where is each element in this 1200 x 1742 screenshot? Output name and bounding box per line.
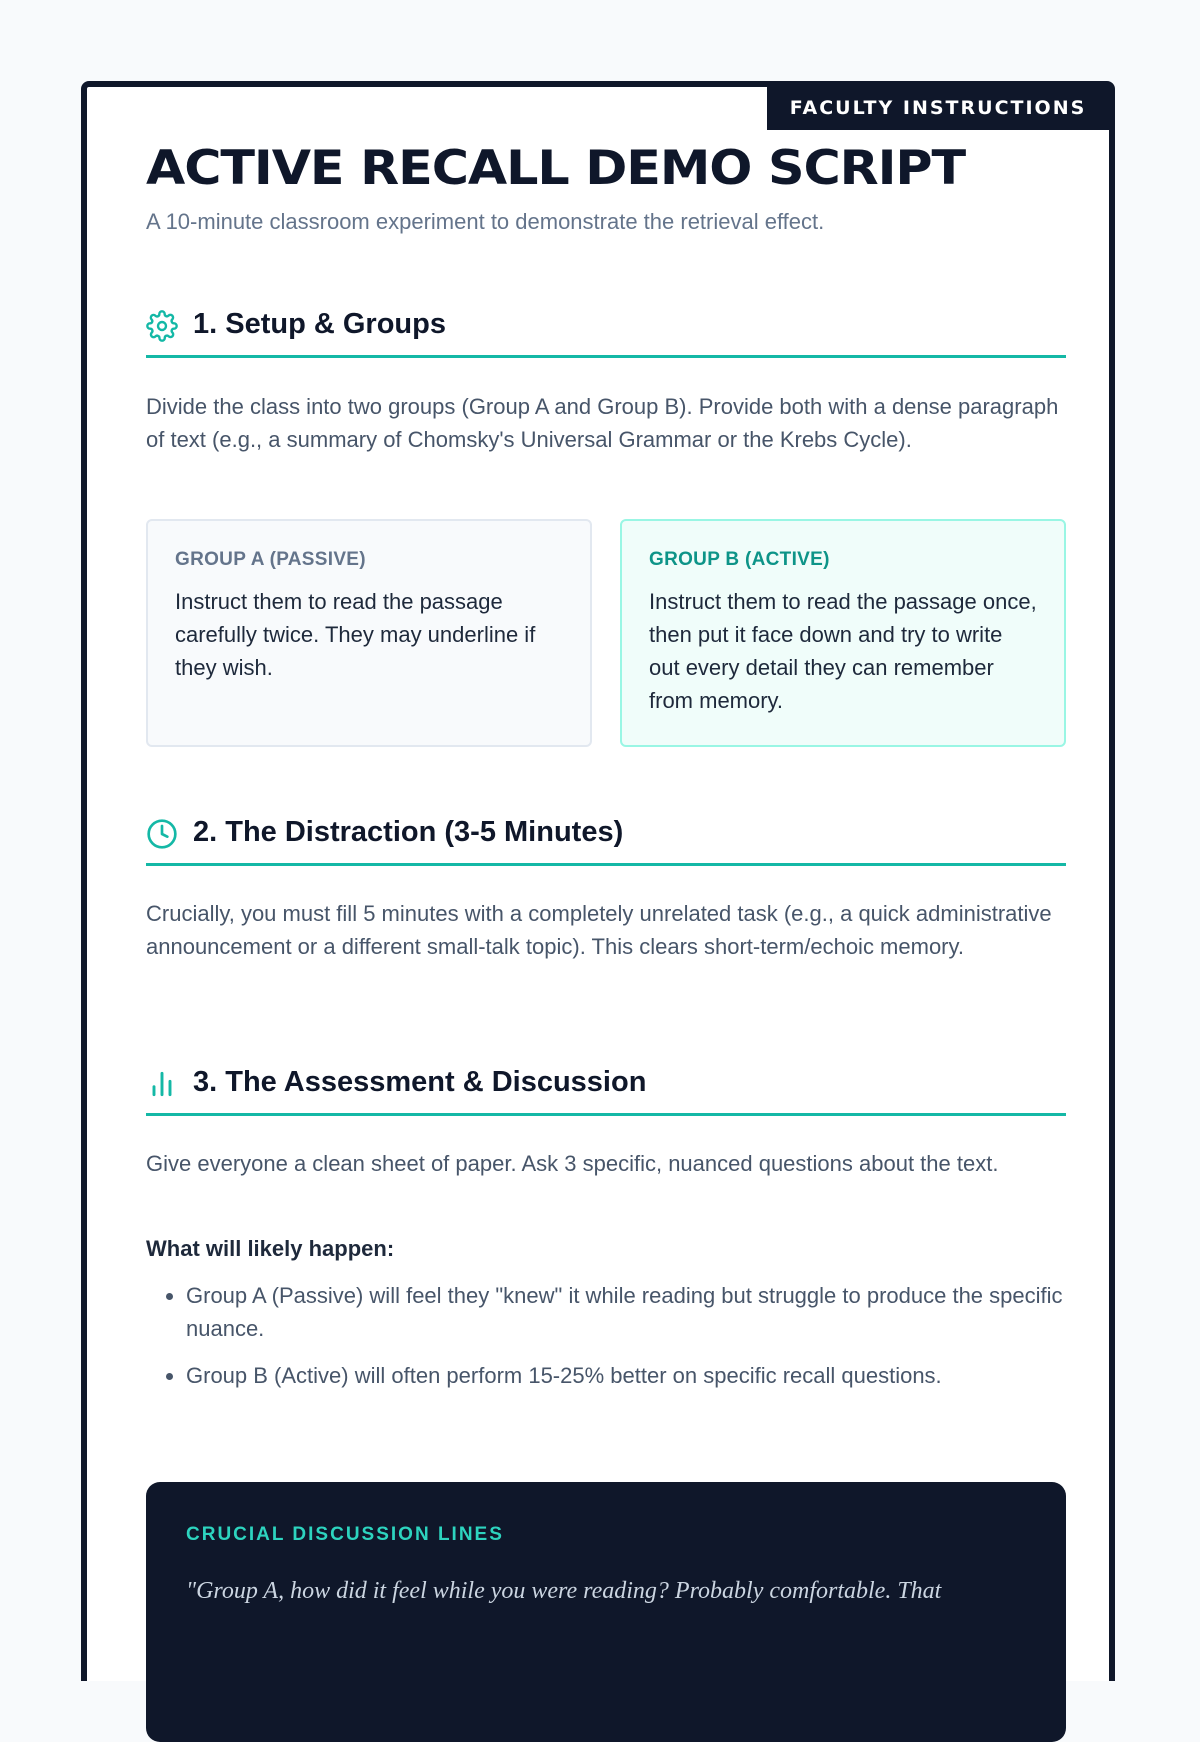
section-setup-heading <box>146 305 1066 358</box>
section-distraction-heading <box>146 813 1066 866</box>
section-assessment-title: 3. The Assessment & Discussion <box>193 1066 647 1098</box>
group-a-text: Instruct them to read the passage carefully twice. They may underline if they wish. <box>175 589 536 680</box>
faculty-instructions-tag: FACULTY INSTRUCTIONS <box>767 87 1109 130</box>
discussion-box <box>146 1482 1066 1742</box>
group-b-text: Instruct them to read the passage once, then put it face down and try to write out every detail they can remember from memory. <box>649 589 1037 713</box>
group-a-card <box>146 519 592 747</box>
section-setup-body: Divide the class into two groups (Group A and Group B). Provide both with a dense paragraph of text (e.g., a summary of Chomsky's Universal Grammar or the Krebs Cycle). <box>146 394 1059 452</box>
outcomes-label: What will likely happen: <box>146 1236 395 1261</box>
outcomes-list <box>146 1279 1066 1406</box>
instruction-card <box>81 81 1115 1681</box>
section-distraction-body: Crucially, you must fill 5 minutes with a completely unrelated task (e.g., a quick administrative announcement or a different small-talk topic). This clears short-term/echoic memory. <box>146 901 1052 959</box>
group-b-card <box>620 519 1066 747</box>
outcome-item: • Group B (Active) will often perform 15-25% better on specific recall questions. <box>186 1359 1066 1392</box>
group-a-title: GROUP A (PASSIVE) <box>175 549 366 570</box>
bar-chart-icon <box>146 1068 178 1100</box>
section-assessment-body: Give everyone a clean sheet of paper. Ask 3 specific, nuanced questions about the text. <box>146 1151 999 1176</box>
outcome-item: • Group A (Passive) will feel they "knew" it while reading but struggle to produce the specific nuance. <box>186 1279 1066 1345</box>
section-setup-title: 1. Setup & Groups <box>193 308 446 340</box>
section-assessment-heading <box>146 1063 1066 1116</box>
group-b-title: GROUP B (ACTIVE) <box>649 549 830 570</box>
section-distraction-title: 2. The Distraction (3-5 Minutes) <box>193 816 624 848</box>
page-title: ACTIVE RECALL DEMO SCRIPT <box>146 141 966 196</box>
discussion-title: CRUCIAL DISCUSSION LINES <box>186 1524 504 1545</box>
discussion-quote: "Group A, how did it feel while you were reading? Probably comfortable. That <box>186 1578 942 1604</box>
page-subtitle: A 10-minute classroom experiment to demonstrate the retrieval effect. <box>146 209 825 234</box>
clock-icon <box>146 818 178 850</box>
gear-icon <box>146 310 178 342</box>
